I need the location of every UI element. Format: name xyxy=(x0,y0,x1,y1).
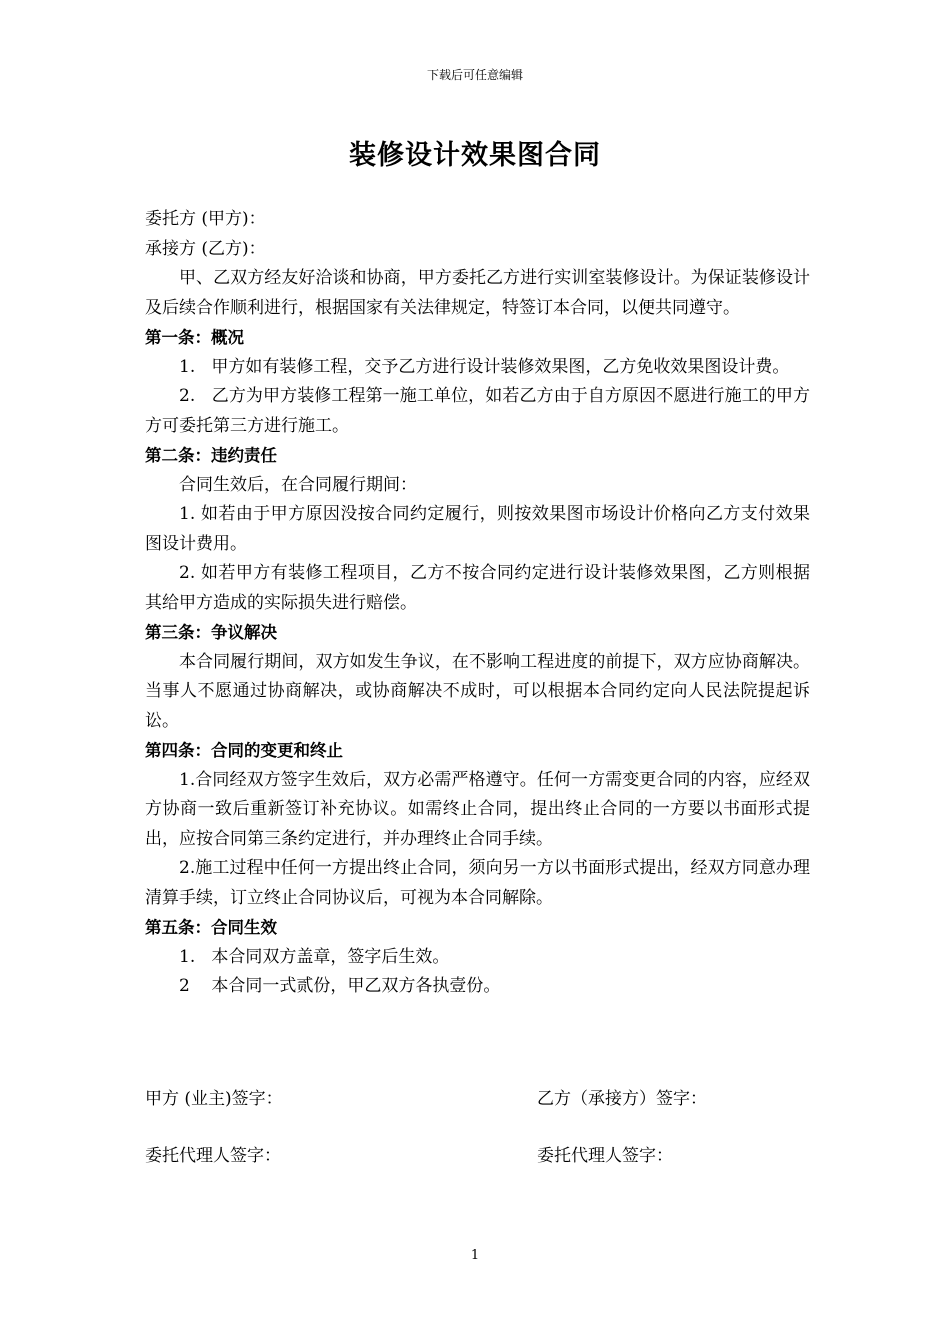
party-a-signature-label: 甲方 (业主)签字： xyxy=(145,1089,283,1109)
document-title: 装修设计效果图合同 xyxy=(349,140,601,171)
header-note: 下载后可任意编辑 xyxy=(426,68,523,82)
page-number: 1 xyxy=(470,1248,480,1263)
article-2-lead: 合同生效后，在合同履行期间： xyxy=(179,474,417,495)
article-1-item-2: 2. 乙方为甲方装修工程第一施工单位，如若乙方由于自方原因不愿进行施工的甲方方可委托第三方进行施工。 xyxy=(145,386,810,436)
article-5-item-2: 2 本合同一式贰份，甲乙双方各执壹份。 xyxy=(179,976,501,996)
article-1-item-1: 1. 甲方如有装修工程，交予乙方进行设计装修效果图，乙方免收效果图设计费。 xyxy=(179,356,790,377)
article-4-item-1: 1.合同经双方签字生效后，双方必需严格遵守。任何一方需变更合同的内容，应经双方协商一致后重新签订补充协议。如需终止合同，提出终止合同的一方要以书面形式提出，应按合同第三条约定进行，并办理终止合同手续。 xyxy=(145,769,810,849)
article-4-item-2: 2.施工过程中任何一方提出终止合同，须向另一方以书面形式提出，经双方同意办理清算手续，订立终止合同协议后，可视为本合同解除。 xyxy=(145,858,810,908)
article-5-item-1: 1. 本合同双方盖章，签字后生效。 xyxy=(179,946,450,967)
agent-b-signature-label: 委托代理人签字： xyxy=(537,1146,673,1166)
article-2-item-2: 2. 如若甲方有装修工程项目，乙方不按合同约定进行设计装修效果图，乙方则根据其给甲方造成的实际损失进行赔偿。 xyxy=(145,563,810,613)
agent-a-signature-label: 委托代理人签字： xyxy=(145,1146,281,1166)
article-3-heading: 第三条：争议解决 xyxy=(145,623,277,642)
party-b-signature-label: 乙方（承接方）签字： xyxy=(537,1089,707,1109)
article-1-heading: 第一条：概况 xyxy=(145,328,244,347)
article-5-heading: 第五条：合同生效 xyxy=(145,918,277,937)
article-4-heading: 第四条：合同的变更和终止 xyxy=(145,741,343,760)
client-party-line: 委托方 (甲方)： xyxy=(145,209,266,229)
intro-paragraph: 甲、乙双方经友好洽谈和协商，甲方委托乙方进行实训室装修设计。为保证装修设计及后续合作顺利进行，根据国家有关法律规定，特签订本合同，以便共同遵守。 xyxy=(145,268,810,318)
contract-body xyxy=(145,205,810,1002)
article-2-heading: 第二条：违约责任 xyxy=(145,446,277,465)
article-2-item-1: 1. 如若由于甲方原因没按合同约定履行，则按效果图市场设计价格向乙方支付效果图设计费用。 xyxy=(145,504,810,554)
contractor-party-line: 承接方 (乙方)： xyxy=(145,238,266,259)
article-3-body: 本合同履行期间，双方如发生争议，在不影响工程进度的前提下，双方应协商解决。当事人不愿通过协商解决，或协商解决不成时，可以根据本合同约定向人民法院提起诉讼。 xyxy=(145,651,810,731)
